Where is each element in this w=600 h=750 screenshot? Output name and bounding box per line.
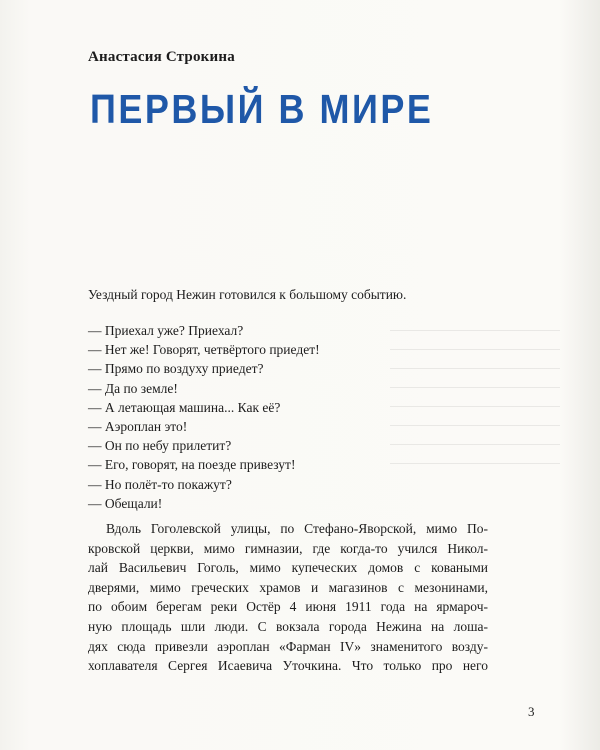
dialogue-line: — Нет же! Говорят, четвёртого приедет! xyxy=(88,342,320,358)
bleed-through-texture xyxy=(390,330,560,480)
dialogue-line: — Он по небу прилетит? xyxy=(88,438,232,454)
dialogue-line: — Да по земле! xyxy=(88,380,178,396)
dialogue-line: — Но полёт-то покажут? xyxy=(88,476,232,492)
paragraph-line: хоплавателя Сергея Исаевича Уточкина. Что только про него xyxy=(88,658,488,674)
author-name: Анастасия Строкина xyxy=(88,49,235,65)
dialogue-line: — Приехал уже? Приехал? xyxy=(88,323,244,338)
chapter-title: ПЕРВЫЙ В МИРЕ xyxy=(90,86,434,132)
intro-sentence: Уездный город Нежин готовился к большому событию. xyxy=(88,287,407,302)
paragraph-line: дверями, мимо греческих храмов и магазинов с мезонинами, xyxy=(88,579,488,595)
paragraph-line: дях сюда привезли аэроплан «Фарман IV» знаменитого возду- xyxy=(88,638,488,654)
paragraph-line: Вдоль Гоголевской улицы, по Стефано-Яворской, мимо По- xyxy=(106,521,488,536)
page-number: 3 xyxy=(528,704,535,719)
paragraph-line: ную площадь шли люди. С вокзала города Нежина на лоша- xyxy=(88,618,488,634)
dialogue-line: — А летающая машина... Как её? xyxy=(88,399,281,415)
paragraph-line: лай Васильевич Гоголь, мимо купеческих домов с коваными xyxy=(88,560,488,576)
dialogue-line: — Его, говорят, на поезде привезут! xyxy=(88,457,296,473)
dialogue-line: — Прямо по воздуху приедет? xyxy=(88,361,264,377)
paragraph-line: по обоим берегам реки Остёр 4 июня 1911 года на ярмароч- xyxy=(88,599,488,615)
paragraph-line: кровской церкви, мимо гимназии, где когда-то учился Никол- xyxy=(88,540,488,556)
dialogue-line: — Обещали! xyxy=(88,495,163,511)
body-paragraph xyxy=(88,519,488,676)
dialogue-line: — Аэроплан это! xyxy=(88,418,188,434)
dialogue-block xyxy=(88,321,320,513)
